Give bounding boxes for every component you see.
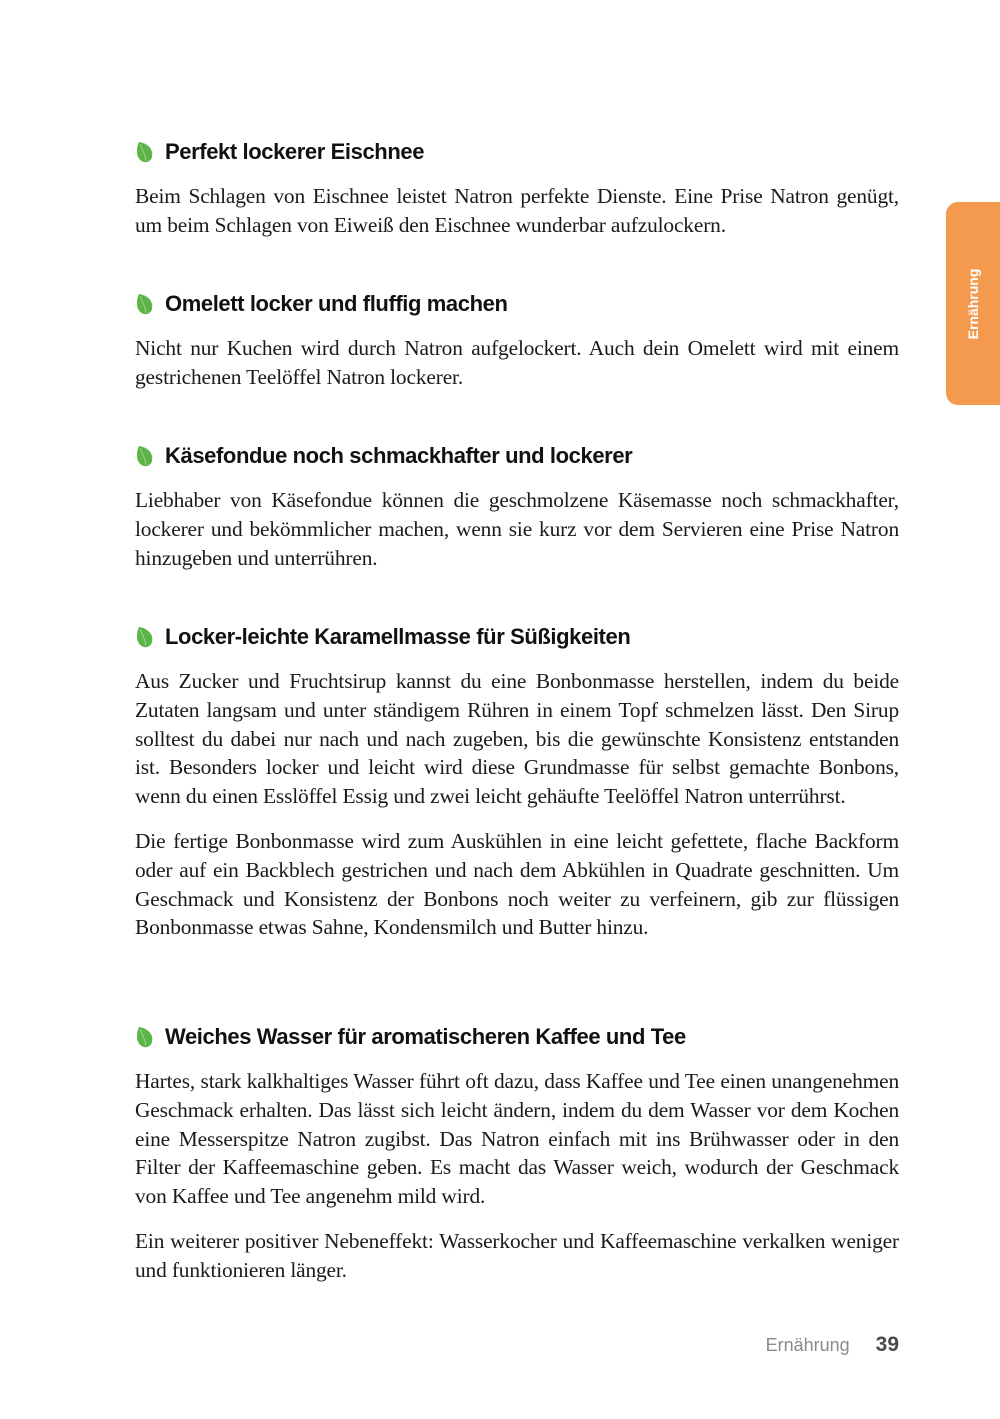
section-paragraph: Ein weiterer positiver Nebeneffekt: Wasserkocher und Kaffeemaschine verkalken weniger und funktionieren länger. — [135, 1228, 899, 1282]
section-paragraph: Hartes, stark kalkhaltiges Wasser führt oft dazu, dass Kaffee und Tee einen unangenehmen Geschmack erhalten. Das lässt sich leicht ändern, indem du dem Wasser vor dem Kochen eine Messerspitze Natron zugibst. Das Natron einfach mit ins Brühwasser oder in den Filter der Kaffeemaschine geben. Es macht das Wasser weich, wodurch der Geschmack von Kaffee und Tee angenehm mild wird. — [135, 1069, 899, 1209]
section-karamellmasse — [135, 619, 899, 958]
section-paragraph: Beim Schlagen von Eischnee leistet Natron perfekte Dienste. Eine Prise Natron genügt, um beim Schlagen von Eiweiß den Eischnee wunderbar aufzulockern. — [135, 184, 899, 237]
section-heading-text: Käsefondue noch schmackhafter und lockerer — [165, 443, 633, 468]
section-heading — [135, 286, 899, 322]
section-heading — [135, 134, 899, 170]
section-heading — [135, 438, 899, 474]
section-heading-text: Perfekt lockerer Eischnee — [165, 139, 425, 164]
footer-section-label: Ernährung — [765, 1335, 850, 1355]
section-heading-text: Omelett locker und fluffig machen — [165, 291, 508, 316]
section-paragraph: Liebhaber von Käsefondue können die geschmolzene Käsemasse noch schmackhafter, lockerer und bekömmlicher machen, wenn sie kurz vor dem Servieren eine Prise Natron hinzugeben und unterrühren. — [135, 488, 899, 570]
section-omelett — [135, 286, 899, 408]
leaf-icon — [135, 1026, 155, 1048]
section-paragraph: Nicht nur Kuchen wird durch Natron aufgelockert. Auch dein Omelett wird mit einem gestrichenen Teelöffel Natron lockerer. — [135, 336, 899, 389]
section-weiches-wasser — [135, 1019, 899, 1301]
leaf-icon — [135, 445, 155, 467]
section-paragraph: Die fertige Bonbonmasse wird zum Auskühlen in eine leicht gefettete, flache Backform oder auf ein Backblech gestrichen und nach dem Abkühlen in Quadrate geschnitten. Um Geschmack und Konsistenz der Bonbons noch weiter zu verfeinern, gib zur flüssigen Bonbonmasse etwas Sahne, Kondensmilch und Butter hinzu. — [135, 828, 899, 940]
leaf-icon — [135, 293, 155, 315]
section-heading — [135, 1019, 899, 1055]
leaf-icon — [135, 141, 155, 163]
section-paragraph: Aus Zucker und Fruchtsirup kannst du eine Bonbonmasse herstellen, indem du beide Zutaten langsam und unter ständigem Rühren in einem Topf schmelzen lässt. Den Sirup solltest du dabei nur nach und nach zugeben, bis die gewünschte Konsistenz entstanden ist. Besonders locker und leicht wird diese Grundmasse für selbst gemachte Bonbons, wenn du einen Esslöffel Essig und zwei leicht gehäufte Teelöffel Natron unterrührst. — [135, 669, 899, 809]
section-heading — [135, 619, 899, 655]
chapter-side-tab — [946, 202, 1000, 405]
page-number: 39 — [875, 1333, 899, 1356]
chapter-side-tab-label: Ernährung — [965, 268, 981, 339]
section-kaesefondue — [135, 438, 899, 588]
section-heading-text: Weiches Wasser für aromatischeren Kaffee und Tee — [165, 1024, 686, 1049]
leaf-icon — [135, 626, 155, 648]
page-footer — [766, 1333, 899, 1357]
section-eischnee — [135, 134, 899, 256]
section-heading-text: Locker-leichte Karamellmasse für Süßigkeiten — [165, 624, 631, 649]
